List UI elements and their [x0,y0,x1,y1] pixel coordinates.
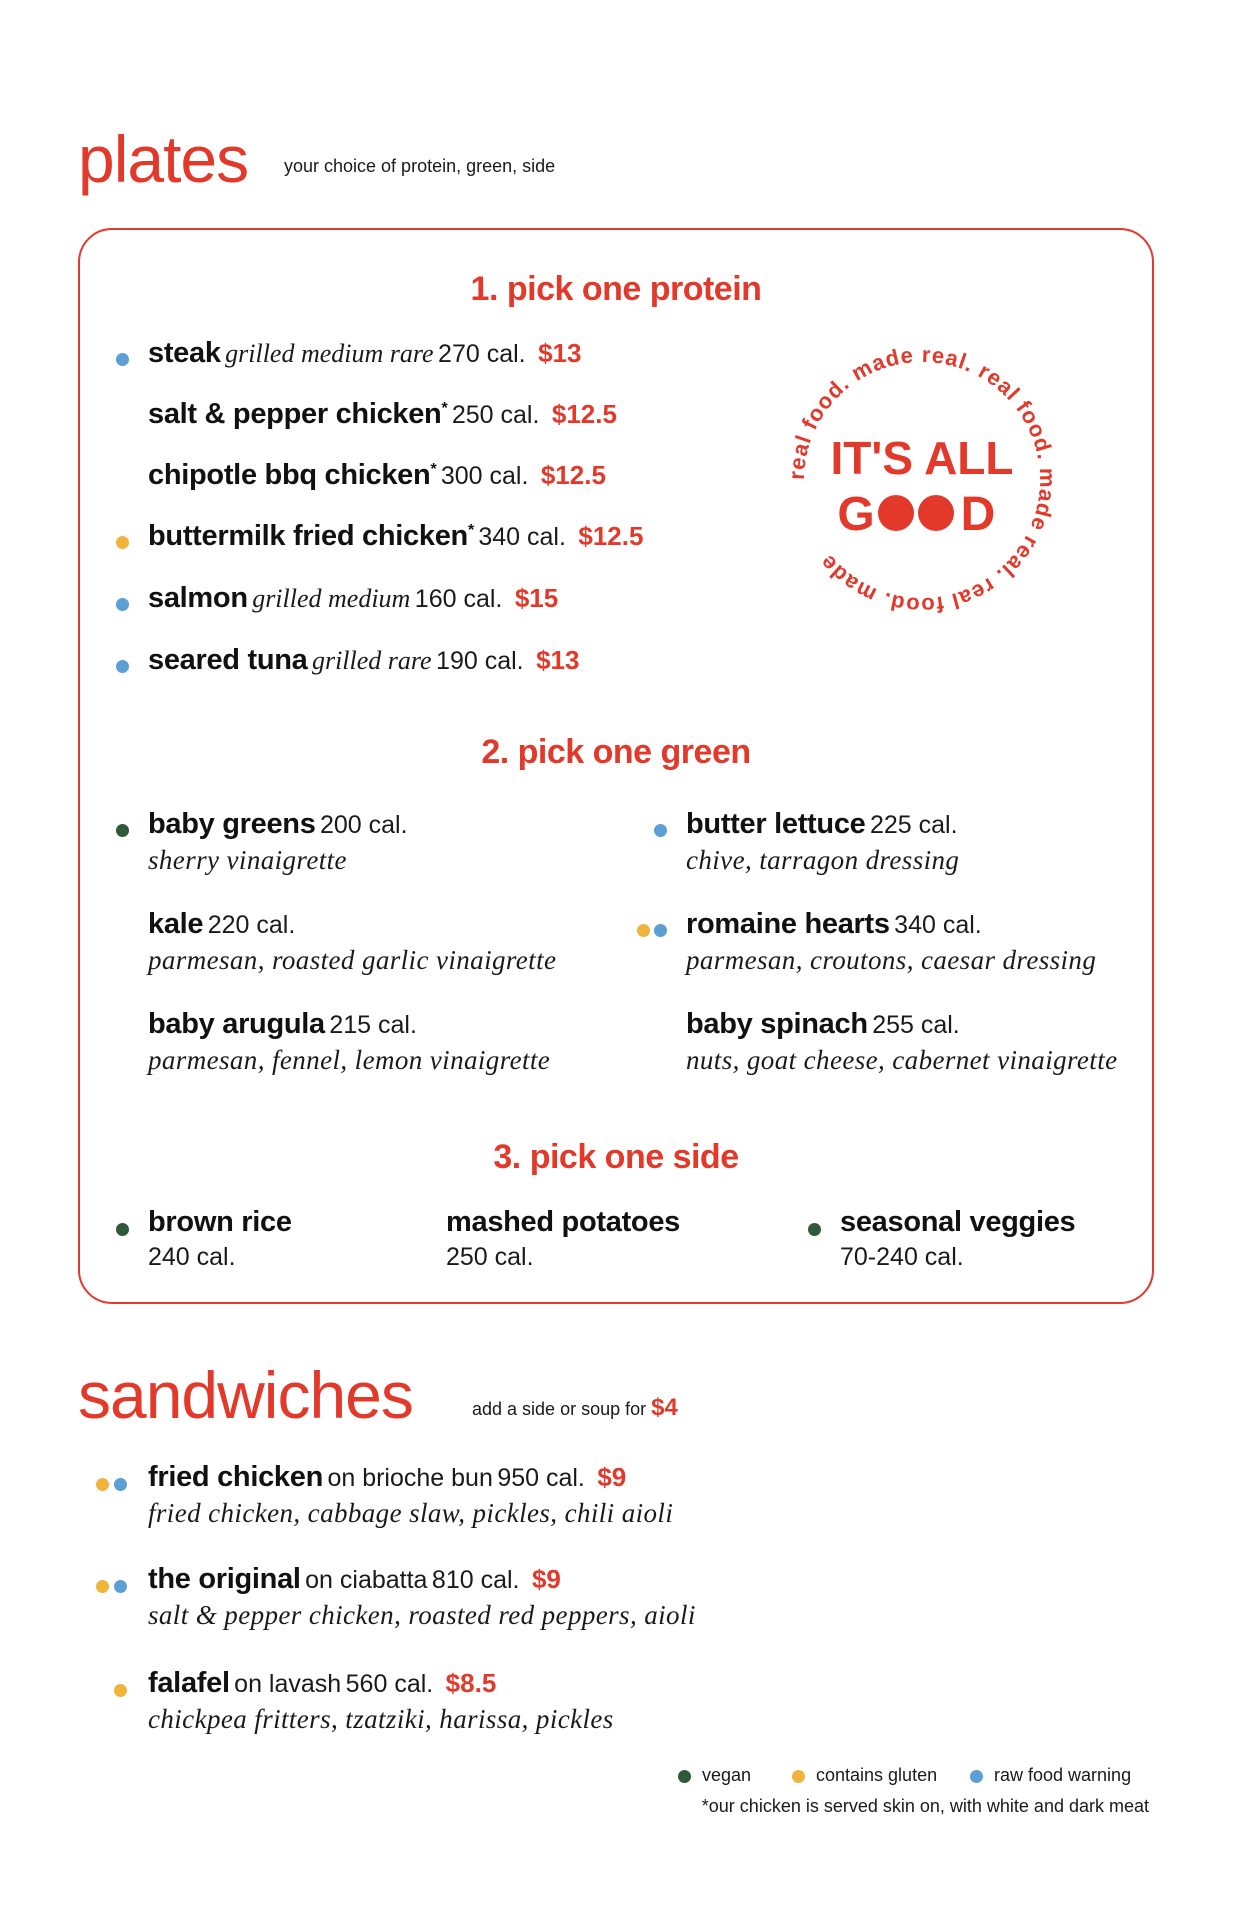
item-calories: 250 cal. [451,401,540,429]
item-name: fried chicken [148,1461,323,1493]
item-calories: 220 cal. [207,911,296,939]
item-desc: chive, tarragon dressing [686,845,960,875]
item-desc: parmesan, roasted garlic vinaigrette [148,945,557,975]
legend-label: raw food warning [994,1765,1132,1785]
item-price: $12.5 [540,460,606,490]
item-price: $13 [538,338,582,368]
item-bread: on ciabatta [305,1566,428,1594]
protein-item-salmon [148,581,558,616]
gluten-dot [116,536,129,549]
green-heading: 2. pick one green [481,733,751,771]
plates-title: plates [78,122,249,196]
green-item-butter-lettuce [686,807,958,842]
stamp-o-circle [878,495,914,531]
raw-food-dot [654,924,667,937]
item-name: steak [148,337,221,369]
legend-label: contains gluten [816,1765,938,1785]
item-desc: nuts, goat cheese, cabernet vinaigrette [686,1045,1118,1075]
vegan-dot [678,1770,691,1783]
stamp-line-2 [837,488,995,541]
green-item-baby-arugula [148,1007,417,1042]
item-calories: 560 cal. [345,1670,434,1698]
item-price: $12.5 [551,399,617,429]
item-desc: grilled medium rare [225,339,434,368]
item-calories: 250 cal. [446,1243,534,1271]
item-calories: 270 cal. [438,340,526,368]
gluten-dot [96,1478,109,1491]
green-item-baby-greens [148,807,408,842]
protein-item-seared-tuna [148,643,579,678]
item-name: mashed potatoes [446,1206,680,1238]
raw-food-dot [114,1580,127,1593]
protein-item-steak [148,336,581,371]
side-item-mashed-potatoes [446,1205,680,1240]
item-name: seasonal veggies [840,1206,1076,1238]
green-item-baby-spinach [686,1007,960,1042]
item-calories: 225 cal. [869,811,958,839]
item-name: baby arugula [148,1008,325,1040]
item-calories: 240 cal. [148,1243,236,1271]
asterisk-mark: * [441,400,448,417]
raw-food-dot [970,1770,983,1783]
item-name: chipotle bbq chicken* [148,459,437,491]
protein-item-salt-pepper-chicken [148,397,617,432]
item-calories: 200 cal. [320,811,408,839]
legend-label: vegan [702,1765,752,1785]
legend [0,1765,1243,1795]
stamp-d-letter: D [960,488,996,541]
item-desc: grilled medium [252,584,411,613]
side-heading: 3. pick one side [493,1138,739,1176]
gluten-dot [792,1770,805,1783]
item-desc: fried chicken, cabbage slaw, pickles, chili aioli [148,1498,674,1528]
item-price: $9 [531,1564,561,1594]
item-calories: 190 cal. [436,647,524,675]
item-desc: parmesan, fennel, lemon vinaigrette [148,1045,551,1075]
item-name: salt & pepper chicken* [148,398,448,430]
stamp-ring-text: real food. made real. real food. made real. real food. made [784,342,1060,618]
item-name: brown rice [148,1206,292,1238]
sandwich-item-falafel [148,1666,496,1701]
item-name: buttermilk fried chicken* [148,520,474,552]
item-desc: chickpea fritters, tzatziki, harissa, pickles [148,1704,614,1734]
protein-item-chipotle-bbq-chicken [148,458,606,493]
footnote: *our chicken is served skin on, with white and dark meat [701,1796,1149,1816]
item-desc: grilled rare [311,646,432,675]
gluten-dot [114,1684,127,1697]
item-calories: 70-240 cal. [840,1243,964,1271]
item-bread: on lavash [234,1670,342,1698]
side-item-brown-rice [148,1205,292,1240]
protein-item-buttermilk-fried-chicken [148,519,643,554]
item-price: $15 [514,583,559,613]
sandwiches-subtitle: add a side or soup for $4 [472,1394,678,1421]
sandwich-item-fried-chicken [148,1460,626,1495]
item-name: butter lettuce [686,808,866,840]
raw-food-dot [654,824,667,837]
item-name: salmon [148,582,248,614]
item-calories: 810 cal. [431,1566,520,1594]
item-price: $12.5 [578,521,644,551]
stamp-o-circle [918,495,954,531]
asterisk-mark: * [430,461,437,478]
plates-subtitle: your choice of protein, green, side [284,156,556,176]
asterisk-mark: * [467,522,474,539]
item-calories: 215 cal. [329,1011,417,1039]
item-price: $9 [597,1462,627,1492]
its-all-good-stamp [784,342,1060,618]
item-calories: 160 cal. [414,585,503,613]
item-calories: 255 cal. [872,1011,960,1039]
sandwich-item-the-original [148,1562,561,1597]
item-desc: parmesan, croutons, caesar dressing [686,945,1097,975]
raw-food-dot [114,1478,127,1491]
item-name: baby greens [148,808,316,840]
gluten-dot [637,924,650,937]
item-price: $8.5 [445,1668,497,1698]
item-name: baby spinach [686,1008,868,1040]
raw-food-dot [116,660,129,673]
item-calories: 300 cal. [440,462,529,490]
item-desc: salt & pepper chicken, roasted red peppers, aioli [148,1600,696,1630]
item-price: $13 [536,645,580,675]
item-calories: 340 cal. [478,523,566,551]
sandwiches-title: sandwiches [78,1358,413,1432]
vegan-dot [116,824,129,837]
item-name: seared tuna [148,644,308,676]
item-bread: on brioche bun [327,1464,493,1492]
green-item-romaine-hearts [686,907,982,942]
item-name: romaine hearts [686,908,890,940]
item-calories: 950 cal. [497,1464,585,1492]
item-desc: sherry vinaigrette [148,845,347,875]
vegan-dot [116,1223,129,1236]
stamp-line-1: IT'S ALL [830,432,1014,484]
raw-food-dot [116,598,129,611]
item-name: falafel [148,1667,230,1699]
raw-food-dot [116,353,129,366]
sandwiches-side-price: $4 [651,1394,678,1421]
protein-heading: 1. pick one protein [470,270,762,308]
side-item-seasonal-veggies [840,1205,1075,1240]
item-name: kale [148,908,204,940]
vegan-dot [808,1223,821,1236]
item-name: the original [148,1563,301,1595]
stamp-g-letter: G [837,488,875,541]
gluten-dot [96,1580,109,1593]
green-item-kale [148,907,295,942]
item-calories: 340 cal. [894,911,982,939]
